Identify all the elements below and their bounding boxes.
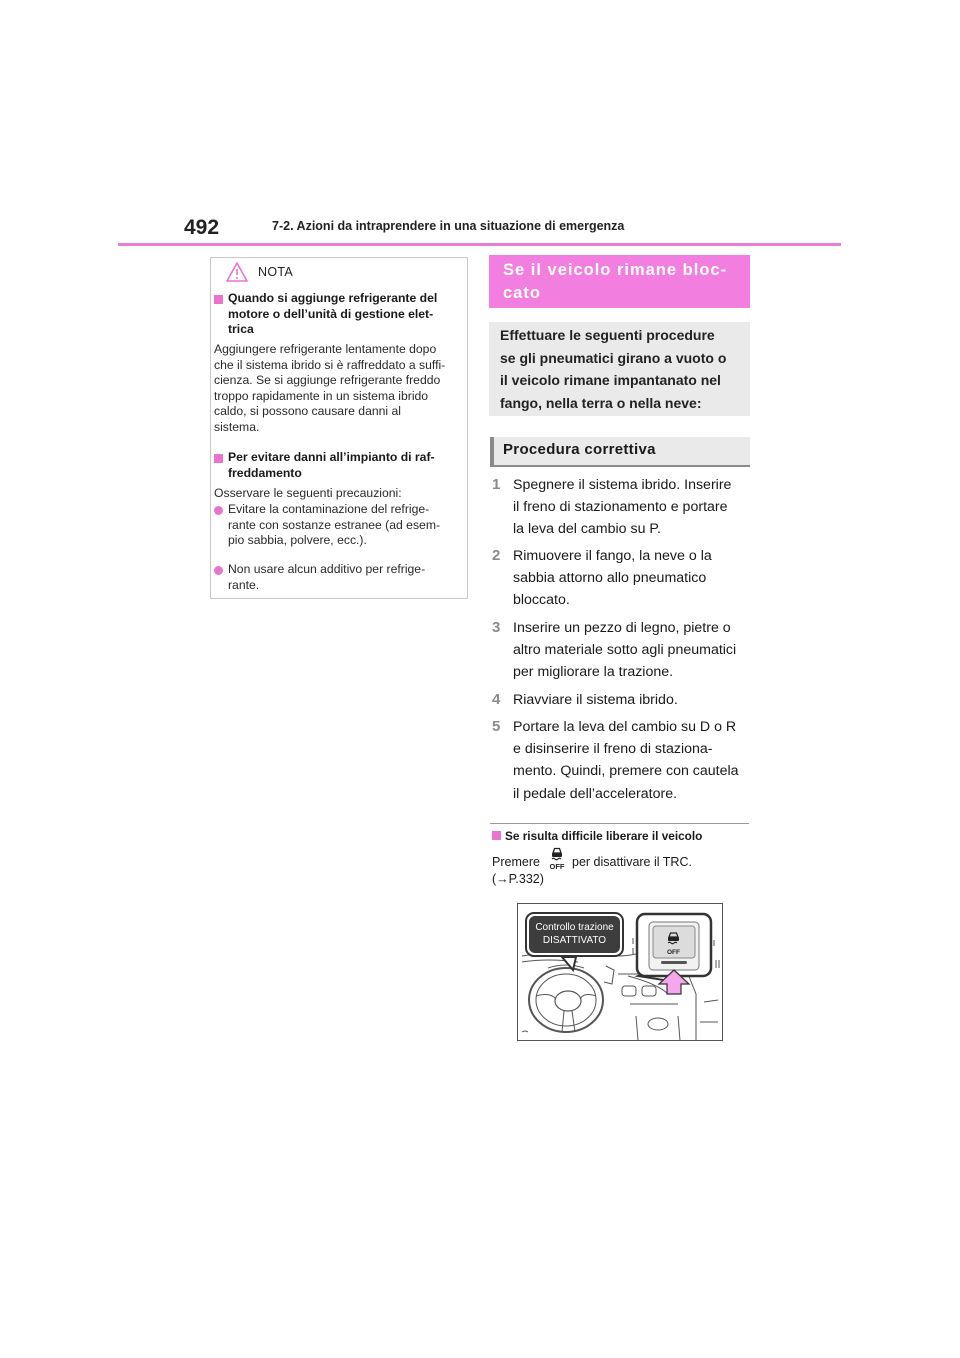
step-line: per migliorare la trazione. bbox=[513, 664, 674, 681]
step-line: Inserire un pezzo di legno, pietre o bbox=[513, 620, 731, 636]
step-number: 3 bbox=[492, 619, 501, 636]
round-bullet-icon bbox=[214, 566, 223, 575]
nota-bullet-1 bbox=[228, 502, 440, 549]
step-number: 2 bbox=[492, 547, 501, 564]
nota-heading-2-line: Per evitare danni all’impianto di raf- bbox=[228, 450, 435, 464]
step-line: il pedale dell’acceleratore. bbox=[513, 785, 678, 802]
square-bullet-icon bbox=[214, 295, 223, 304]
nota-body-line: cienza. Se si aggiunge refrigerante freddo bbox=[214, 373, 441, 387]
step-text bbox=[513, 617, 751, 684]
subsection-title: Se risulta difficile liberare il veicolo bbox=[505, 829, 703, 843]
subsection-body-end: per disattivare il TRC. bbox=[572, 855, 692, 869]
nota-heading-2-line: freddamento bbox=[228, 465, 302, 480]
step-text bbox=[513, 716, 751, 805]
step-line: la leva del cambio su P. bbox=[513, 521, 662, 538]
section-heading bbox=[503, 259, 743, 305]
step-text bbox=[513, 545, 751, 612]
button-off-label: OFF bbox=[667, 949, 680, 956]
step-line: Rimuovere il fango, la neve o la bbox=[513, 548, 712, 564]
nota-bullet-line: pio sabbia, polvere, ecc.). bbox=[228, 533, 367, 547]
header-rule bbox=[118, 243, 841, 246]
section-heading-line: Se il veicolo rimane bloc- bbox=[503, 261, 728, 279]
step-number: 4 bbox=[492, 691, 501, 708]
callout-line: DISATTIVATO bbox=[542, 935, 607, 946]
nota-body-line: che il sistema ibrido si è raffreddato a suffi- bbox=[214, 357, 446, 372]
intro-line: se gli pneumatici girano a vuoto o bbox=[500, 349, 727, 366]
step-line: il freno di stazionamento e portare bbox=[513, 499, 728, 516]
square-bullet-icon bbox=[492, 831, 501, 840]
nota-bullet-line: Evitare la contaminazione del refrige- bbox=[228, 502, 430, 516]
procedure-heading: Procedura correttiva bbox=[503, 441, 656, 458]
step-line: Riavviare il sistema ibrido. bbox=[513, 692, 678, 708]
step-line: Spegnere il sistema ibrido. Inserire bbox=[513, 477, 732, 493]
nota-bullet-line: rante con sostanze estranee (ad esem- bbox=[228, 517, 441, 532]
step-line: Portare la leva del cambio su D o R bbox=[513, 719, 737, 735]
step-text bbox=[513, 474, 751, 541]
nota-body-line: Aggiungere refrigerante lentamente dopo bbox=[214, 342, 437, 356]
step-line: sabbia attorno allo pneumatico bbox=[513, 570, 707, 587]
nota-body-line: sistema. bbox=[214, 419, 260, 434]
nota-body-line: caldo, si possono causare danni al bbox=[214, 404, 401, 418]
nota-heading-1-line: Quando si aggiunge refrigerante del bbox=[228, 291, 438, 305]
subsection-rule bbox=[490, 823, 749, 824]
intro-text bbox=[500, 324, 748, 414]
step-line: altro materiale sotto agli pneumatici bbox=[513, 642, 737, 659]
nota-heading-1-line: trica bbox=[228, 322, 254, 336]
nota-bullet-line: rante. bbox=[228, 577, 260, 592]
callout-line: Controllo trazione bbox=[535, 922, 614, 933]
page-reference: (→P.332) bbox=[492, 872, 544, 886]
intro-line: Effettuare le seguenti procedure bbox=[500, 327, 715, 343]
procedure-heading-rule bbox=[490, 465, 750, 467]
intro-line: fango, nella terra o nella neve: bbox=[500, 394, 702, 411]
nota-body-line: troppo rapidamente in un sistema ibrido bbox=[214, 388, 429, 403]
step-number: 1 bbox=[492, 476, 501, 493]
section-heading-line: cato bbox=[503, 284, 541, 302]
step-number: 5 bbox=[492, 718, 501, 735]
page-number: 492 bbox=[184, 216, 220, 239]
svg-text:OFF: OFF bbox=[549, 862, 565, 871]
section-title: 7-2. Azioni da intraprendere in una situazione di emergenza bbox=[272, 219, 625, 233]
nota-heading-1 bbox=[228, 291, 437, 338]
step-text bbox=[513, 689, 751, 711]
nota-label: NOTA bbox=[258, 265, 293, 279]
step-line: bloccato. bbox=[513, 592, 570, 609]
nota-bullet-2 bbox=[228, 562, 425, 593]
nota-intro-2: Osservare le seguenti precauzioni: bbox=[214, 486, 402, 500]
intro-line: il veicolo rimane impantanato nel bbox=[500, 372, 721, 388]
callout-display bbox=[529, 916, 620, 953]
nota-heading-1-line: motore o dell’unità di gestione elet- bbox=[228, 306, 434, 321]
nota-heading-2 bbox=[228, 450, 435, 481]
square-bullet-icon bbox=[214, 454, 223, 463]
trc-off-icon bbox=[548, 845, 566, 871]
nota-bullet-line: Non usare alcun additivo per refrige- bbox=[228, 562, 426, 576]
nota-body-1 bbox=[214, 342, 445, 435]
round-bullet-icon bbox=[214, 506, 223, 515]
step-line: e disinserire il freno di staziona- bbox=[513, 741, 713, 758]
subsection-body-start: Premere bbox=[492, 855, 540, 869]
step-line: mento. Quindi, premere con cautela bbox=[513, 763, 739, 780]
warning-triangle-icon bbox=[226, 262, 248, 282]
